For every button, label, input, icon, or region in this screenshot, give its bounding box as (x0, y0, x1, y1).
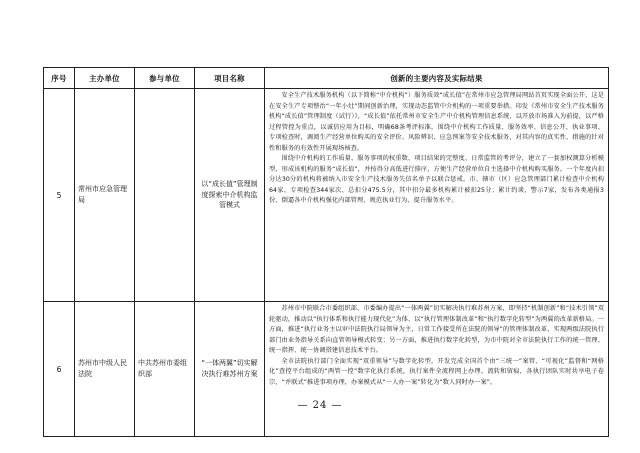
row-details (265, 89, 609, 302)
header-host: 主办单位 (75, 68, 135, 89)
row-participant (135, 89, 195, 302)
header-serial: 序号 (44, 68, 75, 89)
header-content: 创新的主要内容及实际结果 (265, 68, 609, 89)
detail-paragraph: 全市法院执行部门全面实现“双重领导”与数字化转型，开发完成全国首个由“三统一”案管、“可视化”监督和“网格化”查控平台组成的“两管一控”数字化执行系统，执行案件全流程网上办理、流转和留痕，各执行团队实时共享电子卷宗，“并联式”推进事项办理，办案模式从“一人办一案”转化为“数人同时办一案”。 (269, 357, 604, 386)
row-serial: 5 (44, 89, 75, 302)
detail-paragraph: 安全生产技术服务机构（以下简称“中介机构”）服务质效“成长值”在常州市应急管理局网站首页实现全面公开，这是在安全生产专项整治“一年小灶”期间创新治理，实现动态监管中介机构的一项重要举措。印发《常州市安全生产技术服务机构“成长值”管理制度（试行）》，“成长值”依托常州市安全生产中介机构管理信息系统，以开放市场准入为前提，以严格过程管控为重点，以诚信应用为目标，明确68条考评标准，围绕中介机构工作质量、服务效率、信息公开、执业事项、专项检查时，调阅生产经营单位购买的安全评价、风险辨识、应急预案等安全技术服务，对其内容的真实性、措施的针对性和服务的有效性开展现场核查。 (269, 92, 604, 152)
table-row (44, 302, 609, 437)
innovation-table (43, 67, 609, 437)
header-project: 项目名称 (195, 68, 265, 89)
detail-paragraph: 苏州市中院联合市委组织部、市委编办提出“一体两翼”切实解决执行难苏州方案，即坚持“机制创新”和“技术引领”双轮驱动，推动以“执行体系和执行能力现代化”为体、以“执行管理体制改革”和“执行数字化转型”为两翼的改革新格局。一方面，推进“执行业务主以审中法院执行局领导为主，日常工作接受所在法院的领导”的管理体制改革，实现两级法院执行部门由业务指导关系向直管领导模式转变；另一方面，推进执行数字化转型，为市中院对全市法院执行工作的统一管理、统一指挥、统一协调搭建信息技术平台。 (269, 305, 604, 354)
row-details (265, 302, 609, 437)
row-serial: 6 (44, 302, 75, 437)
row-project: 以“成长值”管理制度探索中介机构监管模式 (195, 89, 265, 302)
row-participant: 中共苏州市委组织部 (135, 302, 195, 437)
header-participant: 参与单位 (135, 68, 195, 89)
page-number: — 24 — (297, 400, 343, 411)
row-project: “一体两翼”切实解决执行难苏州方案 (195, 302, 265, 437)
table-header-row (44, 68, 609, 89)
row-host: 常州市应急管理局 (75, 89, 135, 302)
detail-paragraph: 围绕中介机构的工作质量、服务事项的权重数、项目结果的完整度、日常监管的考评分，建立了一套加权测算分析模型，形成该机构的服务“成长值”，并按得分高低进行排序，方便生产经营单位自主选择中介机构购买服务。一个年度内扣分达30分的机构将被纳入市安全生产技术服务失信名单予以联合惩戒。市、辖市（区）应急管理部门累计检查中介机构64家、专项检查344家次、总扣分475.5分，其中扣分最多机构累计被扣25分；累计约谈、警示7家，发布各类通报3份，倒逼各中介机构强化内部管理、规范执业行为、提升服务水平。 (269, 155, 604, 204)
table-row (44, 89, 609, 302)
row-host: 苏州市中级人民法院 (75, 302, 135, 437)
